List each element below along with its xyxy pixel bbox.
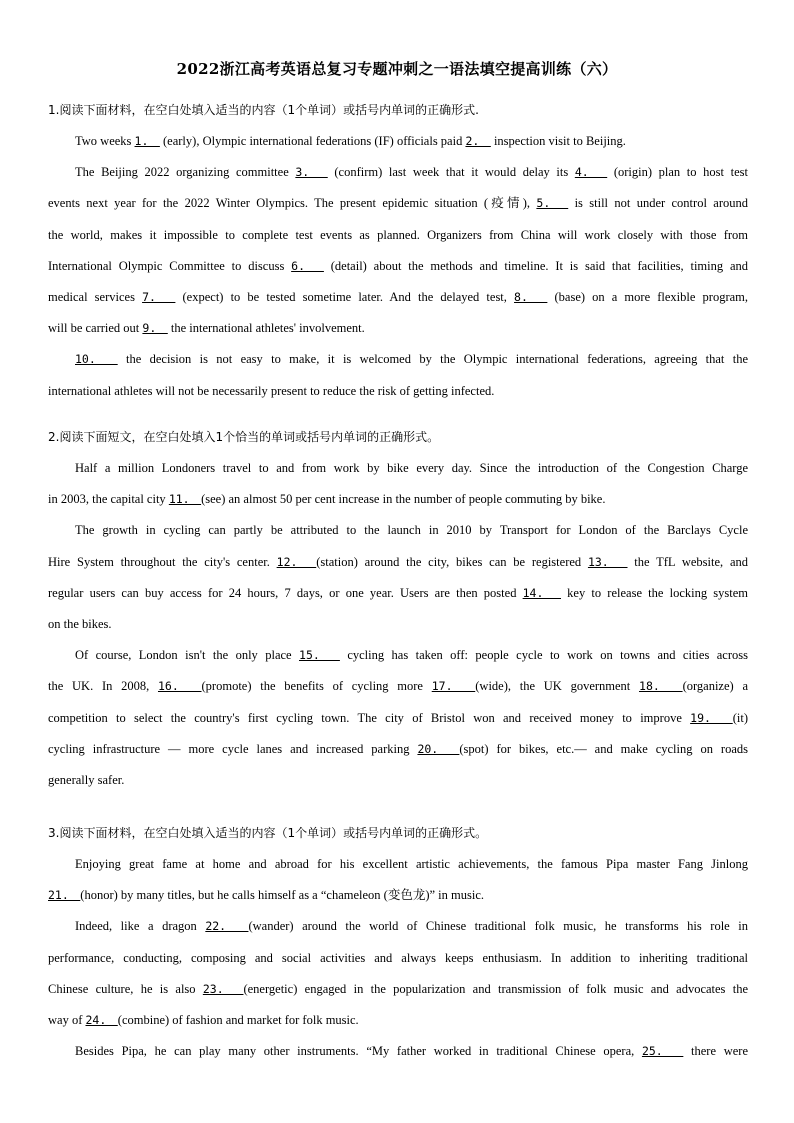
passage-line bbox=[48, 943, 748, 974]
passage-line bbox=[48, 578, 748, 609]
answer-blank[interactable]: 14. bbox=[522, 585, 561, 600]
passage-text: key to release the locking system bbox=[561, 585, 748, 600]
passage-text: in 2003, the capital city bbox=[48, 492, 169, 507]
passage-text: (honor) by many titles, but he calls himself as a “chameleon (变色龙)” in music. bbox=[80, 888, 484, 903]
section-instruction: 2.阅读下面短文，在空白处填入1个恰当的单词或括号内单词的正确形式。 bbox=[48, 430, 440, 444]
answer-blank[interactable]: 3. bbox=[295, 165, 328, 180]
passage-text: Hire System throughout the city's center. bbox=[48, 554, 277, 569]
passage-line bbox=[48, 157, 748, 188]
passage-text: The Beijing 2022 organizing committee bbox=[75, 165, 296, 180]
passage-line bbox=[48, 640, 748, 671]
passage-text: (promote) the benefits of cycling more bbox=[201, 679, 432, 694]
answer-blank[interactable]: 25. bbox=[641, 1044, 684, 1059]
section-3 bbox=[48, 818, 748, 1067]
section-instruction: 3.阅读下面材料，在空白处填入适当的内容（1个单词）或括号内单词的正确形式。 bbox=[48, 826, 488, 840]
passage-line bbox=[48, 609, 748, 640]
passage-text: Besides Pipa, he can play many other instruments. “My father worked in traditional Chinese opera, bbox=[75, 1044, 642, 1059]
passage-text: there were bbox=[683, 1044, 748, 1059]
answer-blank[interactable]: 16. bbox=[157, 679, 202, 694]
passage-text: the international athletes' involvement. bbox=[167, 321, 365, 336]
passage-text: (energetic) engaged in the popularization and transmission of folk music and advocates the bbox=[243, 981, 748, 996]
passage-line bbox=[48, 282, 748, 313]
passage-text: generally safer. bbox=[48, 772, 125, 787]
answer-blank[interactable]: 2. bbox=[465, 134, 491, 148]
passage-line bbox=[48, 344, 748, 375]
passage-text: Chinese culture, he is also bbox=[48, 981, 203, 996]
answer-blank[interactable]: 17. bbox=[431, 679, 476, 694]
passage-text: the world, makes it impossible to complete test events as planned. Organizers from China will work closely with those from bbox=[48, 227, 748, 242]
passage-line bbox=[48, 188, 748, 219]
passage-text: Half a million Londoners travel to and from work by bike every day. Since the introduction of the Congestion Charge bbox=[75, 461, 748, 475]
passage-text: competition to select the country's first cycling town. The city of Bristol won and received money to improve bbox=[48, 710, 691, 725]
passage-line bbox=[48, 484, 748, 515]
answer-blank[interactable]: 4. bbox=[574, 165, 608, 180]
section-1 bbox=[48, 95, 748, 407]
passage-line bbox=[48, 911, 748, 942]
answer-blank[interactable]: 22. bbox=[205, 919, 249, 934]
answer-blank[interactable]: 11. bbox=[168, 492, 202, 507]
passage-line bbox=[48, 703, 748, 734]
passage-text: cycling has taken off: people cycle to work on towns and cities across bbox=[339, 648, 748, 663]
answer-blank[interactable]: 5. bbox=[536, 196, 569, 211]
passage-line bbox=[48, 1005, 748, 1036]
answer-blank[interactable]: 12. bbox=[276, 554, 317, 569]
answer-blank[interactable]: 19. bbox=[690, 710, 733, 725]
passage-text: on the bikes. bbox=[48, 616, 112, 631]
passage-text: is still not under control around bbox=[568, 196, 748, 211]
passage-line bbox=[48, 251, 748, 282]
passage-line bbox=[48, 849, 748, 880]
passage-text: Two weeks bbox=[75, 134, 135, 148]
passage-text: (station) around the city, bikes can be registered bbox=[316, 554, 588, 569]
passage-line bbox=[48, 1036, 748, 1067]
passage-text: international athletes will not be necessarily present to reduce the risk of getting infected. bbox=[48, 383, 495, 398]
passage-line bbox=[48, 880, 748, 911]
answer-blank[interactable]: 9. bbox=[142, 321, 168, 336]
passage-text: way of bbox=[48, 1012, 86, 1027]
passage-text: events next year for the 2022 Winter Olympics. The present epidemic situation (疫情), bbox=[48, 196, 537, 211]
passage-text: Enjoying great fame at home and abroad for his excellent artistic achievements, the famous Pipa master Fang Jinlong bbox=[75, 857, 748, 871]
answer-blank[interactable]: 8. bbox=[514, 289, 548, 304]
answer-blank[interactable]: 6. bbox=[291, 258, 324, 273]
passage-text: inspection visit to Beijing. bbox=[490, 134, 626, 148]
passage-text: (origin) plan to host test bbox=[607, 165, 748, 180]
passage-text: (it) bbox=[732, 710, 748, 725]
passage-text: (confirm) last week that it would delay its bbox=[327, 165, 575, 180]
passage-text: cycling infrastructure — more cycle lanes and increased parking bbox=[48, 741, 418, 756]
passage-text: (spot) for bikes, etc.— and make cycling on roads bbox=[459, 741, 749, 756]
passage-text: will be carried out bbox=[48, 321, 143, 336]
passage-line bbox=[48, 126, 748, 157]
answer-blank[interactable]: 18. bbox=[639, 679, 683, 694]
passage-text: (wide), the UK government bbox=[475, 679, 640, 694]
answer-blank[interactable]: 1. bbox=[134, 134, 160, 148]
passage-text: (detail) about the methods and timeline. It is said that facilities, timing and bbox=[323, 258, 748, 273]
section-instruction: 1.阅读下面材料，在空白处填入适当的内容（1个单词）或括号内单词的正确形式. bbox=[48, 103, 479, 117]
section-2 bbox=[48, 422, 748, 796]
passage-text: regular users can buy access for 24 hours, 7 days, or one year. Users are then posted bbox=[48, 585, 523, 600]
passage-text: (see) an almost 50 per cent increase in the number of people commuting by bike. bbox=[201, 492, 606, 507]
passage-text: performance, conducting, composing and social activities and always keeps enthusiasm. In addition to inheriting traditional bbox=[48, 950, 748, 965]
answer-blank[interactable]: 7. bbox=[142, 289, 176, 304]
answer-blank[interactable]: 15. bbox=[299, 648, 340, 663]
passage-text: (wander) around the world of Chinese traditional folk music, he transforms his role in bbox=[248, 919, 748, 934]
passage-text: International Olympic Committee to discuss bbox=[48, 258, 292, 273]
passage-text: (organize) a bbox=[682, 679, 748, 694]
passage-line bbox=[48, 376, 748, 407]
answer-blank[interactable]: 21. bbox=[48, 888, 81, 903]
passage-text: (base) on a more flexible program, bbox=[547, 289, 748, 304]
passage-line bbox=[48, 515, 748, 546]
passage-line bbox=[48, 974, 748, 1005]
passage-line bbox=[48, 220, 748, 251]
answer-blank[interactable]: 10. bbox=[75, 352, 118, 367]
passage-text: The growth in cycling can partly be attributed to the launch in 2010 by Transport for London of the Barclays Cycle bbox=[75, 523, 748, 538]
passage-text: (expect) to be tested sometime later. And the delayed test, bbox=[175, 289, 515, 304]
passage-line bbox=[48, 453, 748, 484]
passage-line bbox=[48, 765, 748, 796]
passage-text: the UK. In 2008, bbox=[48, 679, 158, 694]
passage-line bbox=[48, 547, 748, 578]
passage-line bbox=[48, 734, 748, 765]
answer-blank[interactable]: 24. bbox=[85, 1012, 118, 1027]
passage-line bbox=[48, 313, 748, 344]
passage-text: Indeed, like a dragon bbox=[75, 919, 206, 934]
passage-text: (early), Olympic international federations (IF) officials paid bbox=[159, 134, 466, 148]
answer-blank[interactable]: 13. bbox=[587, 554, 628, 569]
passage-line bbox=[48, 671, 748, 702]
passage-text: the decision is not easy to make, it is welcomed by the Olympic international federations, agreeing that the bbox=[117, 352, 748, 367]
passage-text: medical services bbox=[48, 289, 143, 304]
passage-text: Of course, London isn't the only place bbox=[75, 648, 300, 663]
page-title: 2022浙江高考英语总复习专题冲刺之一语法填空提高训练（六） bbox=[176, 60, 618, 78]
passage-text: the TfL website, and bbox=[627, 554, 748, 569]
answer-blank[interactable]: 20. bbox=[417, 741, 460, 756]
answer-blank[interactable]: 23. bbox=[202, 981, 244, 996]
passage-text: (combine) of fashion and market for folk music. bbox=[117, 1012, 359, 1027]
